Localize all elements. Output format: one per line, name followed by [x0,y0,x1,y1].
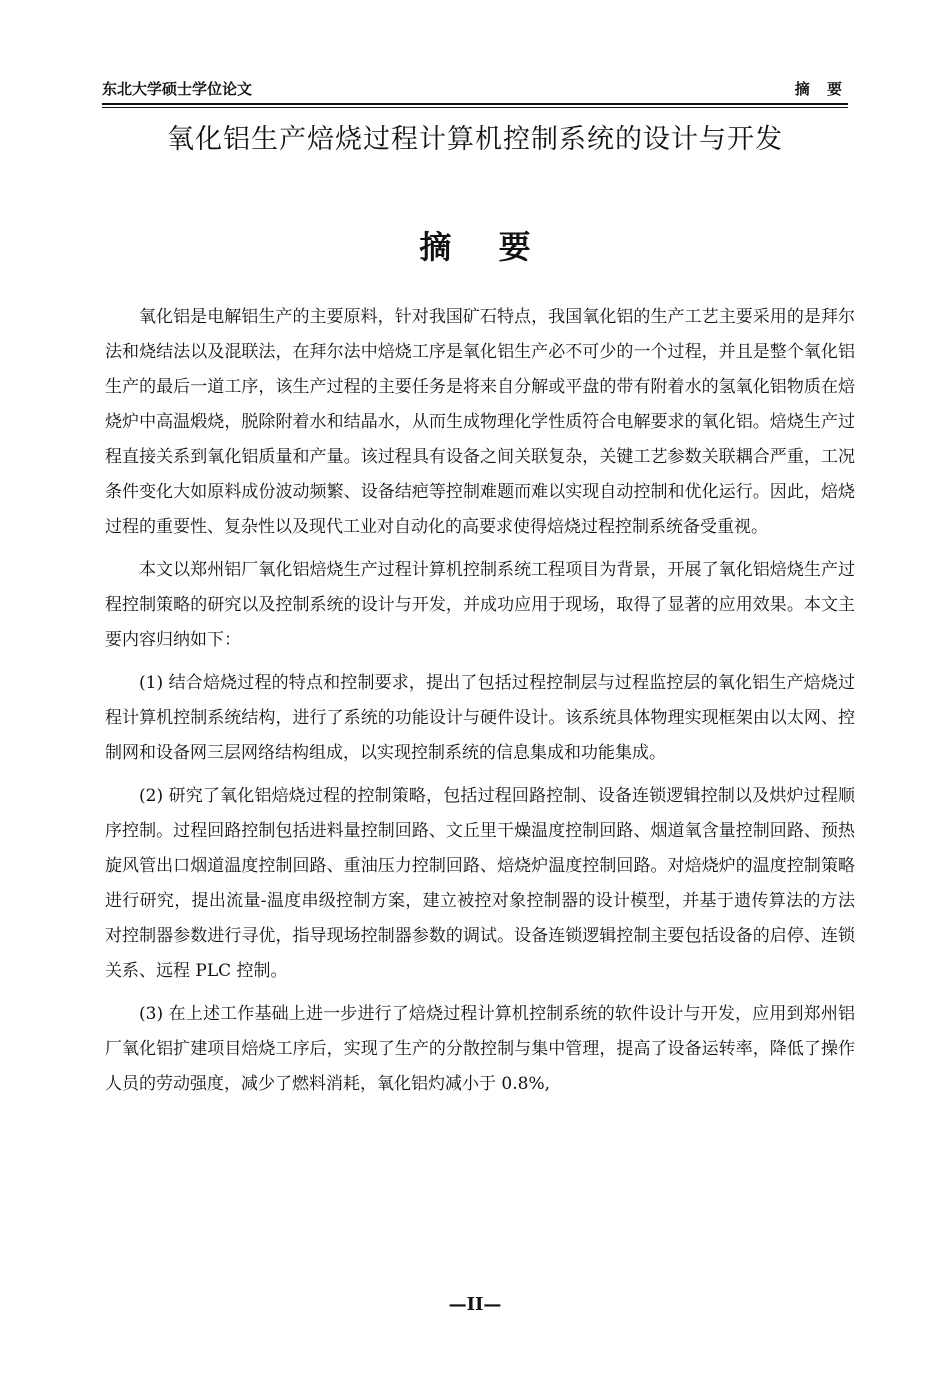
paragraph-background: 本文以郑州铝厂氧化铝焙烧生产过程计算机控制系统工程项目为背景，开展了氧化铝焙烧生产过程控制策略的研究以及控制系统的设计与开发，并成功应用于现场，取得了显著的应用效果。本文主要内容归纳如下： [105,560,855,650]
paragraph-item-2: (2) 研究了氧化铝焙烧过程的控制策略，包括过程回路控制、设备连锁逻辑控制以及烘炉过程顺序控制。过程回路控制包括进料量控制回路、文丘里干燥温度控制回路、烟道氧含量控制回路、预热旋风管出口烟道温度控制回路、重油压力控制回路、焙烧炉温度控制回路。对焙烧炉的温度控制策略进行研究，提出流量-温度串级控制方案，建立被控对象控制器的设计模型，并基于遗传算法的方法对控制器参数进行寻优，指导现场控制器参数的调试。设备连锁逻辑控制主要包括设备的启停、连锁关系、远程 PLC 控制。 [105,786,855,981]
paragraph-item-3: (3) 在上述工作基础上进一步进行了焙烧过程计算机控制系统的软件设计与开发，应用到郑州铝厂氧化铝扩建项目焙烧工序后，实现了生产的分散控制与集中管理，提高了设备运转率，降低了操作人员的劳动强度，减少了燃料消耗，氧化铝灼减小于 0.8%, [105,1004,855,1094]
header-section-title: 摘 要 [794,80,848,98]
running-header [102,78,848,100]
header-rule-thick [102,103,848,105]
header-rule-thin [102,107,848,108]
page-number: —II— [448,1294,502,1315]
paragraph-item-1: (1) 结合焙烧过程的特点和控制要求，提出了包括过程控制层与过程监控层的氧化铝生产焙烧过程计算机控制系统结构，进行了系统的功能设计与硬件设计。该系统具体物理实现框架由以太网、控制网和设备网三层网络结构组成，以实现控制系统的信息集成和功能集成。 [105,673,855,763]
paragraph-intro: 氧化铝是电解铝生产的主要原料，针对我国矿石特点，我国氧化铝的生产工艺主要采用的是拜尔法和烧结法以及混联法，在拜尔法中焙烧工序是氧化铝生产必不可少的一个过程，并且是整个氧化铝生产的最后一道工序，该生产过程的主要任务是将来自分解或平盘的带有附着水的氢氧化铝物质在焙烧炉中高温煅烧，脱除附着水和结晶水，从而生成物理化学性质符合电解要求的氧化铝。焙烧生产过程直接关系到氧化铝质量和产量。该过程具有设备之间关联复杂，关键工艺参数关联耦合严重，工况条件变化大如原料成份波动频繁、设备结疤等控制难题而难以实现自动控制和优化运行。因此，焙烧过程的重要性、复杂性以及现代工业对自动化的高要求使得焙烧过程控制系统备受重视。 [105,307,855,537]
abstract-heading: 摘 要 [419,228,549,266]
abstract-body [105,300,855,1110]
thesis-title: 氧化铝生产焙烧过程计算机控制系统的设计与开发 [167,124,783,155]
header-university-title: 东北大学硕士学位论文 [102,80,253,98]
